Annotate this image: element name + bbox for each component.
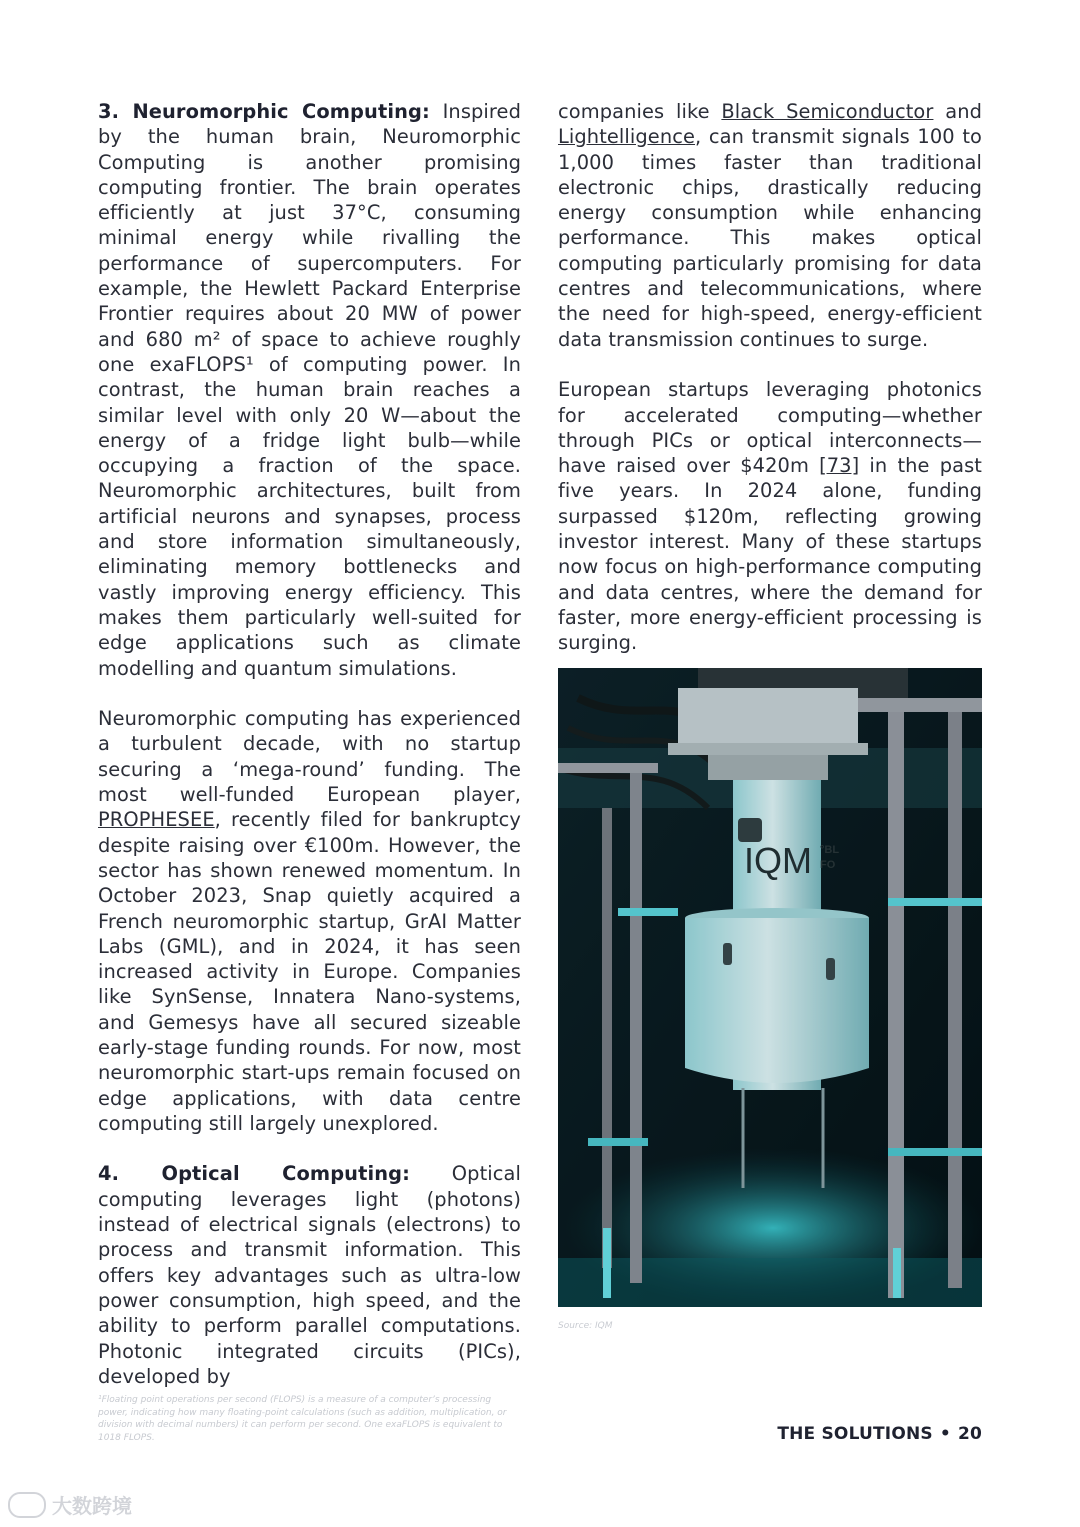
right-column	[558, 99, 982, 681]
optical-cont-before: companies like	[558, 100, 722, 123]
optical-continued-paragraph	[558, 99, 982, 352]
photo-illustration	[558, 668, 982, 1307]
side-label-line1: °BL	[820, 844, 840, 856]
watermark	[8, 1490, 132, 1519]
black-semiconductor-link[interactable]: Black Semiconductor	[721, 100, 934, 123]
footnote: ¹Floating point operations per second (FLOPS) is a measure of a computer’s processing power, indicating how many floating-point calculations (such as addition, multiplication, or division with decimal numbers) it can perform per second. One exaFLOPS is equivalent to 1018 FLOPS.	[98, 1395, 507, 1443]
left-column	[98, 99, 521, 1414]
photonics-text-after: in the past five years. In 2024 alone, funding surpassed $120m, reflecting growing investor interest. Many of these startups now focus on high-performance computing and data centres, where the demand for faster, more energy-efficient processing is surging.	[558, 454, 982, 655]
neuromorphic-heading: 3. Neuromorphic Computing:	[98, 100, 430, 123]
watermark-text: 大数跨境	[52, 1494, 132, 1518]
prophesee-link[interactable]: PROPHESEE	[98, 808, 215, 832]
neuromorphic-body: Inspired by the human brain, Neuromorphic Computing is another promising computing frontier. The brain operates efficiently at just 37°C, consuming minimal energy while rivalling the performance of supercomputers. For example, the Hewlett Packard Enterprise Frontier requires about 20 MW of power and 680 m² of space to achieve roughly one exaFLOPS¹ of computing power. In contrast, the human brain reaches a similar level with only 20 W—about the energy of a fridge light bulb—while occupying a fraction of the space. Neuromorphic architectures, built from artificial neurons and synapses, process and store information simultaneously, eliminating memory bottlenecks and vastly improving energy efficiency. This makes them particularly well-suited for edge applications such as climate modelling and quantum simulations.	[98, 100, 521, 680]
photo-caption: Source: IQM	[558, 1321, 613, 1331]
lightelligence-link[interactable]: Lightelligence	[558, 125, 696, 149]
side-label-line2: FO	[820, 859, 836, 871]
optical-heading: 4. Optical Computing:	[98, 1162, 410, 1186]
footer-page-number: 20	[957, 1424, 982, 1444]
photonics-startups-paragraph	[558, 377, 982, 655]
optical-cont-mid: and	[933, 100, 982, 123]
neuromorphic-market-paragraph	[98, 706, 521, 1136]
watermark-logo-icon	[8, 1492, 46, 1518]
reference-73-link[interactable]: [73]	[819, 454, 860, 478]
market-text-after: , recently filed for bankruptcy despite raising over €100m. However, the sector has shown renewed momentum. In October 2023, Snap quietly acquired a French neuromorphic startup, GrAI Matter Labs (GML), and in 2024, it has seen increased activity in Europe. Companies like SynSense, Innatera Nano-systems, and Gemesys have all secured sizeable early-stage funding rounds. For now, most neuromorphic start-ups remain focused on edge applications, with data centre computing still largely unexplored.	[98, 808, 521, 1135]
neuromorphic-paragraph	[98, 99, 521, 681]
market-text-before: Neuromorphic computing has experienced a turbulent decade, with no startup securing a ‘mega-round’ funding. The most well-funded European player,	[98, 707, 521, 807]
iqm-quantum-computer-photo	[558, 668, 982, 1307]
footer-separator: •	[939, 1424, 951, 1444]
footer-section: THE SOLUTIONS	[777, 1424, 933, 1444]
page-footer	[777, 1424, 982, 1444]
iqm-logo-text: IQM	[744, 840, 812, 881]
optical-cont-after: , can transmit signals 100 to 1,000 times faster than traditional electronic chips, drastically reducing energy consumption while enhancing performance. This makes optical computing particularly promising for data centres and telecommunications, where the need for high-speed, energy-efficient data transmission continues to surge.	[558, 125, 982, 351]
optical-body: Optical computing leverages light (photons) instead of electrical signals (electrons) to process and transmit information. This offers key advantages such as ultra-low power consumption, high speed, and the ability to perform parallel computations. Photonic integrated circuits (PICs), developed by	[98, 1162, 521, 1388]
optical-paragraph	[98, 1161, 521, 1389]
photonics-text-before: European startups leveraging photonics for accelerated computing—whether through PICs or optical interconnects—have raised over $420m	[558, 378, 982, 478]
